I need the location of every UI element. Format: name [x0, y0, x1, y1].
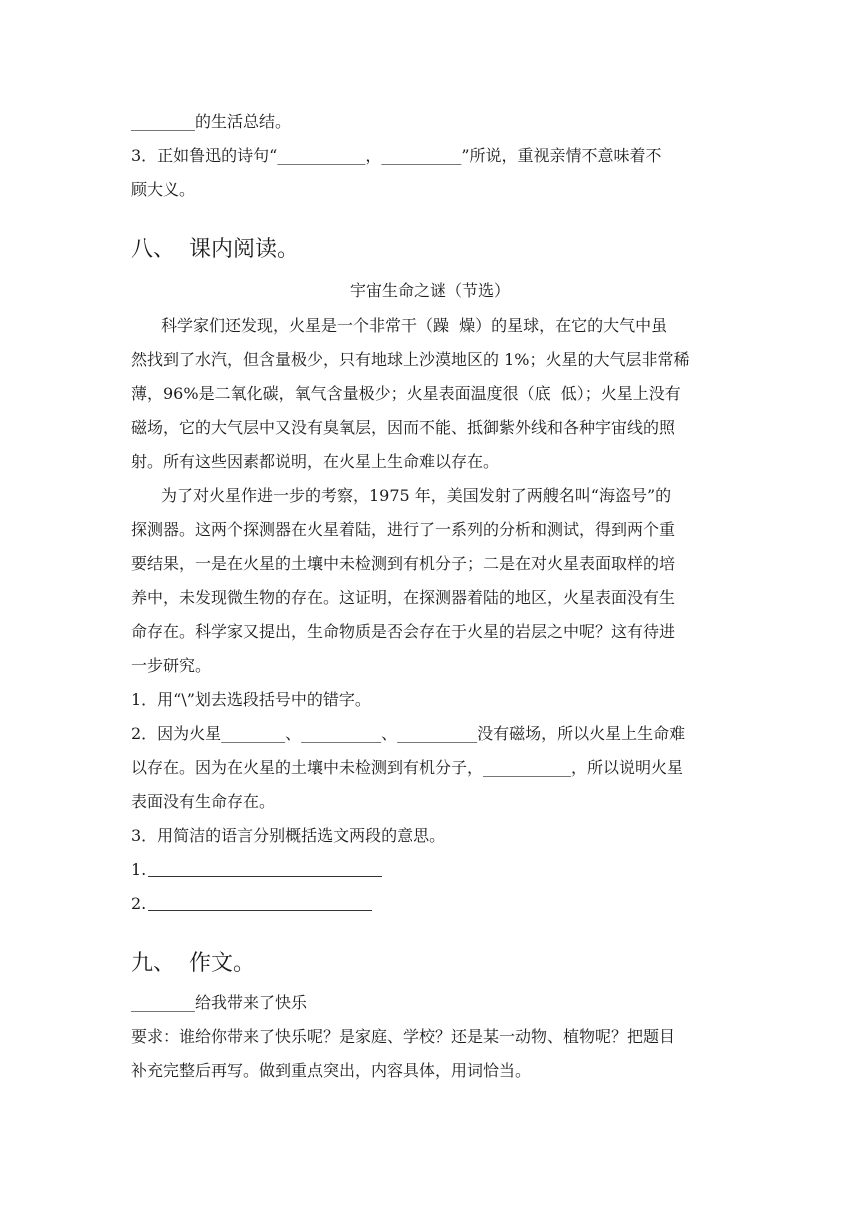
- essay-topic: ________给我带来了快乐: [131, 993, 308, 1012]
- passage-p2-line: 养中，未发现微生物的存在。这证明，在探测器着陆的地区，火星表面没有生: [131, 588, 676, 607]
- question-2-cont: 以存在。因为在火星的土壤中未检测到有机分子，___________，所以说明火星: [131, 758, 684, 777]
- passage-p1-line: 射。所有这些因素都说明，在火星上生命难以存在。: [131, 452, 500, 471]
- passage-p2-line: 命存在。科学家又提出，生命物质是否会存在于火星的岩层之中呢？这有待进: [131, 622, 676, 641]
- question-2-cont: 表面没有生命存在。: [131, 792, 276, 811]
- passage-p1-line: 科学家们还发现，火星是一个非常干（躁 燥）的星球，在它的大气中虽: [161, 316, 668, 335]
- section9-heading: 九、 作文。: [131, 951, 255, 976]
- passage-p2-line: 要结果，一是在火星的土壤中未检测到有机分子；二是在对火星表面取样的培: [131, 554, 676, 573]
- section7-line: ________的生活总结。: [131, 112, 292, 131]
- question-3: 3．用简洁的语言分别概括选文两段的意思。: [131, 826, 446, 845]
- section7-question-3-cont: 顾大义。: [131, 180, 196, 199]
- question-1: 1．用“\”划去选段括号中的错字。: [131, 690, 371, 709]
- passage-p2-line: 探测器。这两个探测器在火星着陆，进行了一系列的分析和测试，得到两个重: [131, 520, 676, 539]
- passage-title: 宇宙生命之谜（节选）: [349, 281, 510, 300]
- essay-requirements-cont: 补充完整后再写。做到重点突出，内容具体，用词恰当。: [131, 1061, 532, 1080]
- answer-1-label: 1.: [131, 860, 147, 879]
- question-2: 2．因为火星________、__________、__________没有磁场，所以火星上生命难: [131, 724, 686, 743]
- passage-p1-line: 磁场，它的大气层中又没有臭氧层，因而不能、抵御紫外线和各种宇宙线的照: [131, 418, 676, 437]
- passage-p1-line: 然找到了水汽，但含量极少，只有地球上沙漠地区的 1%；火星的大气层非常稀: [131, 350, 690, 369]
- section8-heading: 八、 课内阅读。: [131, 237, 299, 262]
- passage-p2-line: 一步研究。: [131, 656, 212, 675]
- essay-requirements: 要求：谁给你带来了快乐呢？是家庭、学校？还是某一动物、植物呢？把题目: [131, 1027, 676, 1046]
- answer-2-label: 2.: [131, 894, 147, 913]
- passage-p1-line: 薄，96%是二氧化碳，氧气含量极少；火星表面温度很（底 低）；火星上没有: [131, 384, 681, 403]
- answer-2-blank[interactable]: [148, 910, 372, 911]
- passage-p2-line: 为了对火星作进一步的考察，1975 年，美国发射了两艘名叫“海盗号”的: [161, 486, 672, 505]
- answer-1-blank[interactable]: [148, 876, 382, 877]
- section7-question-3: 3．正如鲁迅的诗句“___________，__________”所说，重视亲情不意味着不: [131, 146, 662, 165]
